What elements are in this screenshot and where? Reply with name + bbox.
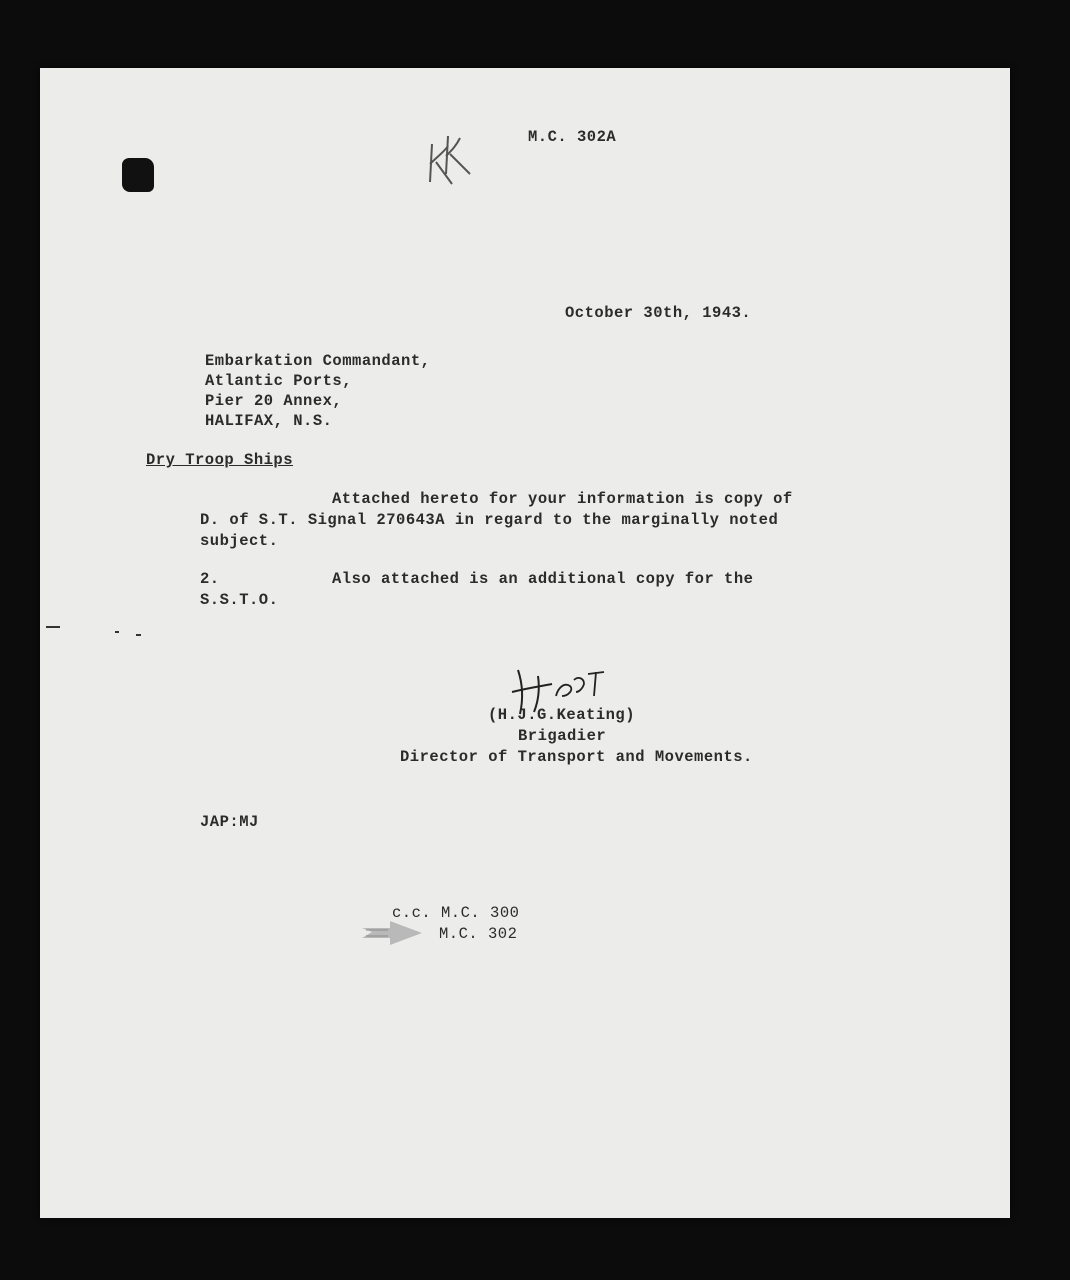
- address-line-3: Pier 20 Annex,: [205, 392, 343, 410]
- address-line-2: Atlantic Ports,: [205, 372, 353, 390]
- paragraph1-line-1: Attached hereto for your information is copy of: [332, 490, 793, 508]
- punch-hole-icon: [122, 158, 154, 192]
- letter-date: October 30th, 1943.: [565, 304, 752, 322]
- signatory-rank: Brigadier: [518, 727, 607, 745]
- signatory-title: Director of Transport and Movements.: [400, 748, 753, 766]
- file-reference: M.C. 302A: [528, 128, 617, 146]
- reference-initials: JAP:MJ: [200, 813, 259, 831]
- cc-line-1: c.c. M.C. 300: [392, 904, 520, 922]
- letter-page: [40, 68, 1010, 1218]
- subject-heading: Dry Troop Ships: [146, 451, 294, 469]
- address-line-4: HALIFAX, N.S.: [205, 412, 333, 430]
- signatory-name: (H.J.G.Keating): [488, 706, 636, 724]
- address-line-1: Embarkation Commandant,: [205, 352, 431, 370]
- scan-speck: [46, 626, 60, 628]
- paragraph1-line-2: D. of S.T. Signal 270643A in regard to the marginally noted: [200, 511, 779, 529]
- paragraph1-line-3: subject.: [200, 532, 279, 550]
- arrow-stamp-icon: [360, 918, 446, 948]
- paragraph2-line-1: Also attached is an additional copy for the: [332, 570, 754, 588]
- handwritten-initials-icon: [418, 126, 482, 188]
- cc-line-2: M.C. 302: [439, 925, 518, 943]
- scan-speck: [115, 631, 119, 633]
- paragraph2-number: 2.: [200, 570, 220, 588]
- paragraph2-line-2: S.S.T.O.: [200, 591, 279, 609]
- scan-speck: [136, 634, 141, 636]
